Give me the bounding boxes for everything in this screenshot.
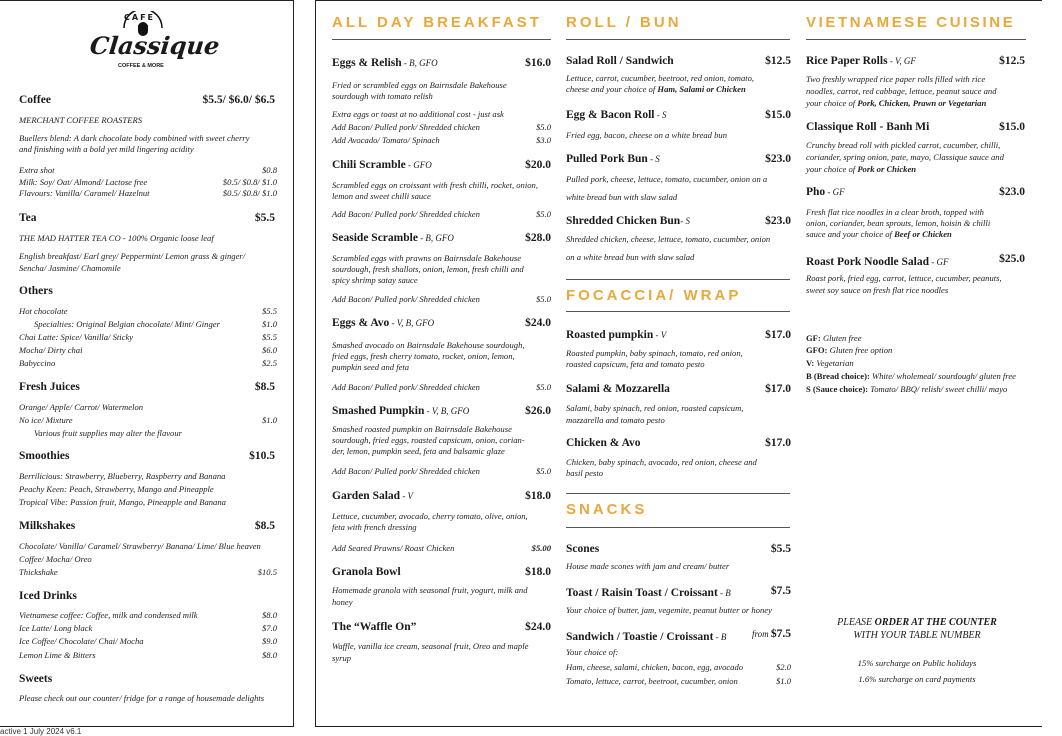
pumpkin-addon: Add Bacon/ Pulled pork/ Shredded chicken: [332, 466, 480, 476]
price-chili-scramble: $20.0: [525, 159, 551, 171]
desc-rp-1: Roasted pumpkin, baby spinach, tomato, red onion,: [566, 348, 743, 358]
desc-pho-1: Fresh flat rice noodles in a clear broth, topped with: [806, 207, 984, 217]
tea-title: Tea: [19, 212, 37, 224]
smoothie-berrilicious: Berrilicious: Strawberry, Blueberry, Raspberry and Banana: [19, 471, 226, 481]
viet-title-rule: [806, 39, 1026, 40]
item-banh-mi: Classique Roll - Banh Mi: [806, 121, 930, 133]
price-smashed-pumpkin: $26.0: [525, 405, 551, 417]
pumpkin-addon-price: $5.0: [535, 466, 551, 476]
smoothies-title: Smoothies: [19, 450, 70, 462]
legend-gf: GF: Gluten free: [806, 333, 862, 343]
item-toast: Toast / Raisin Toast / Croissant - B: [566, 587, 731, 599]
price-roast-pork-noodle: $25.0: [999, 253, 1025, 265]
garden-addon-price: $5.00: [531, 543, 551, 553]
iced-row: Ice Latte/ Long black $7.0: [19, 623, 277, 633]
avo-addon-price: $5.0: [535, 382, 551, 392]
eggs-relish-addon-2-price: $3.0: [535, 135, 551, 145]
desc-granola-2: honey: [332, 597, 353, 607]
milkshakes-title: Milkshakes: [19, 520, 76, 532]
sandwich-fill-2: Tomato, lettuce, carrot, beetroot, cucumber, onion: [566, 676, 738, 686]
price-salami-mozzarella: $17.0: [765, 383, 791, 395]
tea-brand: THE MAD HATTER TEA CO - 100% Organic loose leaf: [19, 233, 214, 243]
desc-pumpkin-2: sourdough, fried eggs, roasted capsicum, onion, corian-: [332, 435, 525, 445]
logo-cafe-text: CAFE: [124, 13, 155, 22]
desc-rice-2: noodles, carrot, red cabbage, lettuce, peanut sauce and: [806, 86, 997, 96]
item-salad-roll: Salad Roll / Sandwich: [566, 55, 674, 67]
item-garden-salad: Garden Salad - V: [332, 490, 414, 502]
price-scones: $5.5: [770, 543, 791, 555]
price-pulled-pork-bun: $23.0: [765, 153, 791, 165]
price-shredded-chicken-bun: $23.0: [765, 215, 791, 227]
desc-avo-3: pumpkin seed and feta: [332, 362, 410, 372]
milkshakes-list-line2: Coffee/ Mocha/ Oreo: [19, 554, 92, 564]
order-note-line2: WITH YOUR TABLE NUMBER: [853, 630, 981, 641]
sweets-title: Sweets: [19, 673, 53, 685]
chili-addon-price: $5.0: [535, 209, 551, 219]
others-row: Hot chocolate $5.5: [19, 306, 277, 316]
desc-sandwich: Your choice of:: [566, 647, 619, 657]
desc-noodle-1: Roast pork, fried egg, carrot, lettuce, cucumber, peanuts,: [806, 273, 1002, 283]
coffee-option-row: Flavours: Vanilla/ Caramel/ Hazelnut $0.5/ $0.8/ $1.0: [19, 188, 277, 198]
juices-price: $8.5: [254, 381, 275, 393]
item-eggs-relish: Eggs & Relish - B, GFO: [332, 57, 438, 69]
desc-pulled-2: white bread bun with slaw salad: [566, 192, 678, 202]
price-pho: $23.0: [999, 186, 1025, 198]
desc-seaside-3: spicy shrimp satay sauce: [332, 275, 418, 285]
legend-gfo: GFO: Gluten free option: [806, 345, 893, 355]
item-granola: Granola Bowl: [332, 566, 401, 578]
roll-title-rule: [566, 39, 790, 40]
item-chili-scramble: Chili Scramble - GFO: [332, 159, 432, 171]
item-smashed-pumpkin: Smashed Pumpkin - V, B, GFO: [332, 405, 470, 417]
coffee-option-row: Extra shot $0.8: [19, 165, 277, 175]
tea-list-line1: English breakfast/ Earl grey/ Peppermint/ Lemon grass & ginger/: [19, 251, 246, 261]
iced-title: Iced Drinks: [19, 590, 77, 602]
desc-chili-2: lemon and sweet chilli sauce: [332, 191, 431, 201]
breakfast-title-rule: [332, 39, 551, 40]
item-roast-pork-noodle: Roast Pork Noodle Salad - GF: [806, 256, 949, 268]
juices-list: Orange/ Apple/ Carrot/ Watermelon: [19, 402, 144, 412]
coffee-price: $5.5/ $6.0/ $6.5: [202, 94, 275, 106]
desc-waffle-1: Waffle, vanilla ice cream, seasonal fruit, Oreo and maple: [332, 641, 529, 651]
coffee-option-row: Milk: Soy/ Oat/ Almond/ Lactose free $0.5/ $0.8/ $1.0: [19, 177, 277, 187]
sweets-text: Please check out our counter/ fridge for a range of housemade delights: [19, 693, 265, 703]
thickshake-row: Thickshake $10.5: [19, 567, 277, 577]
smoothie-tropical: Tropical Vibe: Passion fruit, Mango, Pineapple and Banana: [19, 497, 226, 507]
desc-chickavo-2: basil pesto: [566, 468, 604, 478]
coffee-blend-line2: and finishing with a bold yet mild lingering acidity: [19, 144, 194, 154]
snacks-title-rule: [566, 527, 790, 528]
focaccia-title-rule: [566, 311, 790, 312]
others-row: Mocha/ Dirty chai $6.0: [19, 345, 277, 355]
coffee-title: Coffee: [19, 94, 51, 106]
price-chicken-avo: $17.0: [765, 437, 791, 449]
juices-title: Fresh Juices: [19, 381, 80, 393]
legend-sauce: S (Sauce choice): Tomato/ BBQ/ relish/ sweet chilli/ mayo: [806, 384, 1008, 394]
desc-salad-1: Lettuce, carrot, cucumber, beetroot, red onion, tomato,: [566, 73, 755, 83]
item-roasted-pumpkin: Roasted pumpkin - V: [566, 329, 667, 341]
focaccia-bottom-rule: [566, 493, 790, 494]
desc-pho-3: sauce and your choice of Beef or Chicken: [806, 229, 952, 239]
sandwich-fill-1-price: $2.0: [775, 662, 791, 672]
item-sandwich: Sandwich / Toastie / Croissant - B: [566, 631, 727, 643]
desc-rice-1: Two freshly wrapped rice paper rolls filled with rice: [806, 74, 986, 84]
desc-pulled-1: Pulled pork, cheese, lettuce, tomato, cucumber, onion on a: [566, 174, 768, 184]
desc-pumpkin-3: der, lemon, pumpkin seed, feta and balsamic glaze: [332, 446, 505, 456]
price-eggs-relish: $16.0: [525, 57, 551, 69]
iced-row: Ice Coffee/ Chocolate/ Chai/ Mocha $9.0: [19, 636, 277, 646]
desc-seaside-2: sourdough, fresh shallots, onion, lemon, fresh chilli and: [332, 264, 524, 274]
others-row: Specialties: Original Belgian chocolate/ Mint/ Ginger $1.0: [34, 319, 277, 329]
tea-list-line2: Sencha/ Jasmine/ Chamomile: [19, 263, 121, 273]
desc-avo-1: Smashed avocado on Bairnsdale Bakehouse sourdough,: [332, 340, 525, 350]
price-roasted-pumpkin: $17.0: [765, 329, 791, 341]
price-waffle: $24.0: [525, 621, 551, 633]
desc-eggs-relish-1: Fried or scrambled eggs on Bairnsdale Bakehouse: [332, 80, 507, 90]
milkshakes-list-line1: Chocolate/ Vanilla/ Caramel/ Strawberry/ Banana/ Lime/ Blue heaven: [19, 541, 261, 551]
desc-eggs-relish-2: sourdough with tomato relish: [332, 91, 433, 101]
desc-rp-2: roasted capsicum, feta and tomato pesto: [566, 359, 705, 369]
surcharge-card: 1.6% surcharge on card payments: [858, 674, 976, 684]
coffee-roaster: MERCHANT COFFEE ROASTERS: [19, 115, 143, 125]
milkshakes-price: $8.5: [254, 520, 275, 532]
others-title: Others: [19, 285, 53, 297]
price-granola: $18.0: [525, 566, 551, 578]
iced-row: Vietnamese coffee: Coffee, milk and condensed milk $8.0: [19, 610, 277, 620]
item-pho: Pho - GF: [806, 186, 845, 198]
item-chicken-avo: Chicken & Avo: [566, 437, 641, 449]
desc-chicken-1: Shredded chicken, cheese, lettuce, tomato, cucumber, onion: [566, 234, 771, 244]
eggs-relish-addon-1: Add Bacon/ Pulled pork/ Shredded chicken: [332, 122, 480, 132]
price-eggs-avo: $24.0: [525, 317, 551, 329]
item-eggs-avo: Eggs & Avo - V, B, GFO: [332, 317, 435, 329]
logo-tagline: COFFEE & MORE: [118, 63, 164, 69]
others-row: Babyccino $2.5: [19, 358, 277, 368]
desc-seaside-1: Scrambled eggs with prawns on Bairnsdale Bakehouse: [332, 253, 522, 263]
others-row: Chai Latte: Spice/ Vanilla/ Sticky $5.5: [19, 332, 277, 342]
desc-garden-2: feta with french dressing: [332, 522, 417, 532]
desc-chickavo-1: Chicken, baby spinach, avocado, red onion, cheese and: [566, 457, 757, 467]
eggs-relish-addon-2: Add Avocado/ Tomato/ Spinach: [332, 135, 440, 145]
garden-addon: Add Seared Prawns/ Roast Chicken: [332, 543, 455, 553]
price-banh-mi: $15.0: [999, 121, 1025, 133]
item-shredded-chicken-bun: Shredded Chicken Bun- S: [566, 215, 690, 227]
item-waffle: The “Waffle On”: [332, 621, 417, 633]
focaccia-section-title: FOCACCIA/ WRAP: [566, 287, 742, 304]
desc-waffle-2: syrup: [332, 653, 352, 663]
seaside-addon-price: $5.0: [535, 294, 551, 304]
drinks-panel: [0, 0, 294, 727]
sandwich-fill-2-price: $1.0: [775, 676, 791, 686]
coffee-blend-line1: Buellers blend: A dark chocolate body combined with sweet cherry: [19, 133, 250, 143]
smoothies-price: $10.5: [249, 450, 275, 462]
desc-salad-2: cheese and your choice of Ham, Salami or Chicken: [566, 84, 746, 94]
eggs-relish-addon-1-price: $5.0: [535, 122, 551, 132]
snacks-section-title: SNACKS: [566, 501, 648, 518]
version-footer: active 1 July 2024 v6.1: [0, 727, 82, 736]
desc-toast: Your choice of butter, jam, vegemite, peanut butter or honey: [566, 605, 772, 615]
legend-v: V: Vegetarian: [806, 358, 854, 368]
breakfast-section-title: ALL DAY BREAKFAST: [332, 14, 542, 31]
desc-pumpkin-1: Smashed roasted pumpkin on Bairnsdale Bakehouse: [332, 424, 512, 434]
desc-scones: House made scones with jam and cream/ butter: [566, 561, 730, 571]
price-rice-paper-rolls: $12.5: [999, 55, 1025, 67]
seaside-addon: Add Bacon/ Pulled pork/ Shredded chicken: [332, 294, 480, 304]
chili-addon: Add Bacon/ Pulled pork/ Shredded chicken: [332, 209, 480, 219]
desc-salami-1: Salami, baby spinach, red onion, roasted capsicum,: [566, 403, 744, 413]
item-pulled-pork-bun: Pulled Pork Bun - S: [566, 153, 660, 165]
desc-granola-1: Homemade granola with seasonal fruit, yogurt, milk and: [332, 585, 528, 595]
item-scones: Scones: [566, 543, 600, 555]
desc-chicken-2: on a white bread bun with slaw salad: [566, 252, 695, 262]
desc-avo-2: fried eggs, fresh cherry tomato, rocket, onion, lemon,: [332, 351, 515, 361]
viet-section-title: VIETNAMESE CUISINE: [806, 14, 1016, 31]
desc-banhmi-2: coriander, spring onion, pate, mayo, Classique sauce and: [806, 152, 1004, 162]
item-rice-paper-rolls: Rice Paper Rolls - V, GF: [806, 55, 916, 67]
logo-brand-text: Classique: [88, 31, 221, 60]
desc-garden-1: Lettuce, cucumber, avocado, cherry tomato, olive, onion,: [332, 511, 528, 521]
price-toast: $7.5: [770, 585, 791, 597]
legend-bread: B (Bread choice): White/ wholemeal/ sourdough/ gluten free: [806, 371, 1016, 381]
price-garden-salad: $18.0: [525, 490, 551, 502]
food-panel: [315, 0, 1042, 727]
avo-addon: Add Bacon/ Pulled pork/ Shredded chicken: [332, 382, 480, 392]
item-seaside-scramble: Seaside Scramble - B, GFO: [332, 232, 454, 244]
price-salad-roll: $12.5: [765, 55, 791, 67]
juices-note: Various fruit supplies may alter the flavour: [34, 428, 182, 438]
smoothie-peachy: Peachy Keen: Peach, Strawberry, Mango and Pineapple: [19, 484, 214, 494]
desc-chili-1: Scrambled eggs on croissant with fresh chilli, rocket, onion,: [332, 180, 538, 190]
desc-banhmi-3: your choice of Pork or Chicken: [806, 164, 917, 174]
surcharge-holidays: 15% surcharge on Public holidays: [857, 658, 977, 668]
order-note-line1: PLEASE ORDER AT THE COUNTER: [837, 617, 997, 628]
sandwich-fill-1: Ham, cheese, salami, chicken, bacon, egg, avocado: [566, 662, 744, 672]
desc-banhmi-1: Crunchy bread roll with pickled carrot, cucumber, chilli,: [806, 140, 1001, 150]
price-sandwich: from $7.5: [751, 628, 791, 640]
desc-pho-2: onion, coriander, bean sprouts, lemon, hoisin & chilli: [806, 218, 991, 228]
iced-row: Lemon Lime & Bitters $8.0: [19, 650, 277, 660]
desc-noodle-2: sweet soy sauce on fresh flat rice noodles: [806, 285, 949, 295]
eggs-relish-extra: Extra eggs or toast at no additional cost - just ask: [332, 109, 504, 119]
price-egg-bacon-roll: $15.0: [765, 109, 791, 121]
tea-price: $5.5: [254, 212, 275, 224]
price-seaside-scramble: $28.0: [525, 232, 551, 244]
desc-rice-3: your choice of Pork, Chicken, Prawn or Vegetarian: [806, 98, 987, 108]
roll-bottom-rule: [566, 279, 790, 280]
item-salami-mozzarella: Salami & Mozzarella: [566, 383, 670, 395]
juices-noice-row: No ice/ Mixture $1.0: [19, 415, 277, 425]
desc-eggbacon: Fried egg, bacon, cheese on a white bread bun: [566, 130, 728, 140]
desc-salami-2: mozzarella and tomato pesto: [566, 415, 665, 425]
item-egg-bacon-roll: Egg & Bacon Roll - S: [566, 109, 667, 121]
roll-section-title: ROLL / BUN: [566, 14, 682, 31]
